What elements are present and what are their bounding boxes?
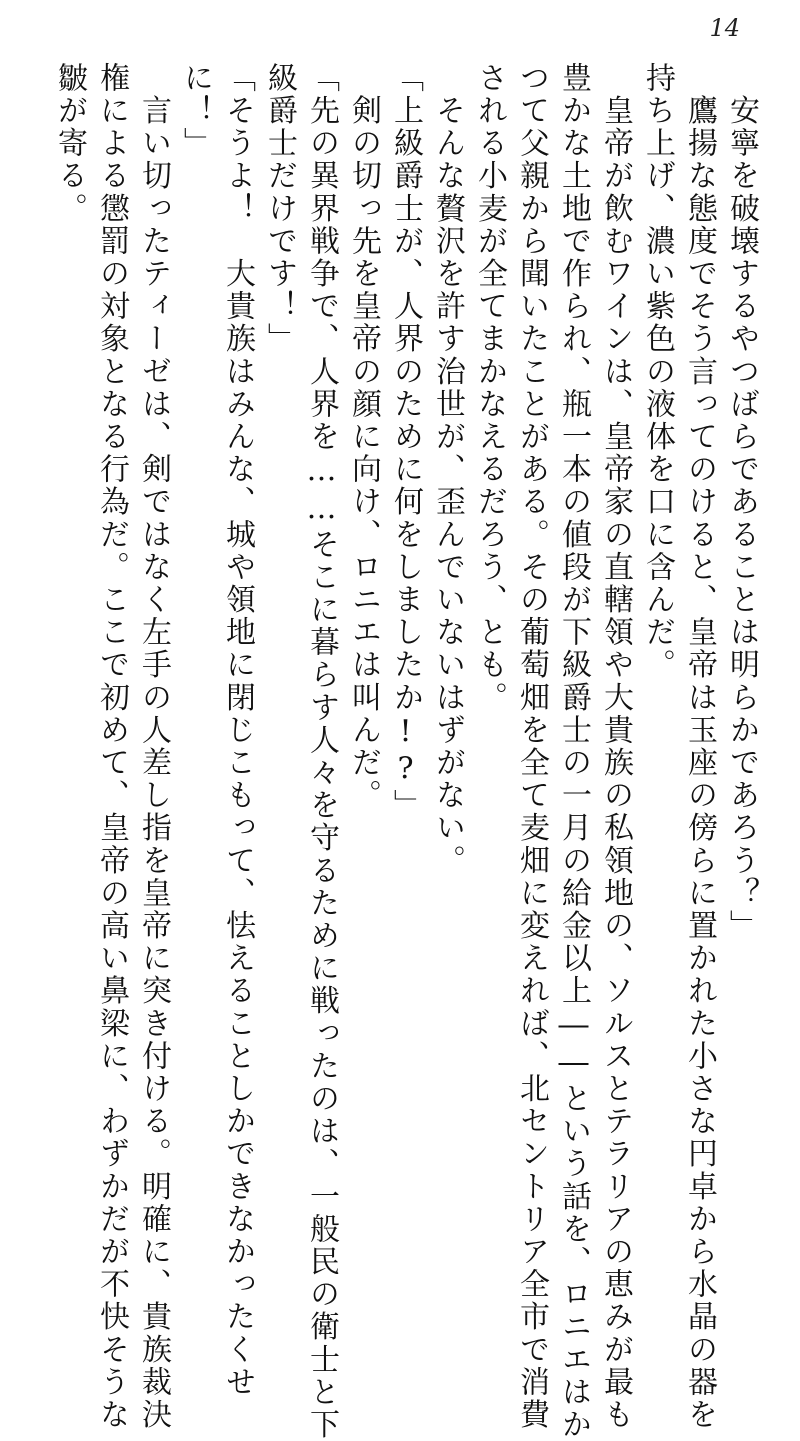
text-line: に！」 xyxy=(178,62,213,160)
text-line: 持ち上げ、濃い紫色の液体を口に含んだ。 xyxy=(640,62,675,682)
text-line: 鷹揚な態度でそう言ってのけると、皇帝は玉座の傍らに置かれた小さな円卓から水晶の器を xyxy=(682,62,717,1432)
text-line: 「上級爵士が、人界のために何をしましたか!?」 xyxy=(388,62,423,822)
text-line: 皺が寄る。 xyxy=(52,62,87,225)
text-line: 剣の切っ先を皇帝の顔に向け、ロニエは叫んだ。 xyxy=(346,62,381,812)
text-line: 安寧を破壊するやつばらであることは明らかであろう？」 xyxy=(724,62,759,943)
text-line: 「先の異界戦争で、人界を……そこに暮らす人々を守るために戦ったのは、一般民の衛士と下 xyxy=(304,62,339,1441)
text-line: 皇帝が飲むワインは、皇帝家の直轄領や大貴族の私領地の、ソルスとテラリアの恵みが最も xyxy=(598,62,633,1432)
text-line: される小麦が全てまかなえるだろう、とも。 xyxy=(472,62,507,714)
text-line: 言い切ったティーゼは、剣ではなく左手の人差し指を皇帝に突き付ける。明確に、貴族裁決 xyxy=(136,62,171,1432)
text-line: 権による懲罰の対象となる行為だ。ここで初めて、皇帝の高い鼻梁に、わずかだが不快そうな xyxy=(94,62,129,1432)
page-number: 14 xyxy=(709,14,740,42)
text-line: つて父親から聞いたことがある。その葡萄畑を全て麦畑に変えれば、北セントリア全市で消費 xyxy=(514,62,549,1432)
text-line: 級爵士だけです！」 xyxy=(262,62,297,356)
text-line: 豊かな土地で作られ、瓶一本の値段が下級爵士の一月の給金以上――という話を、ロニエはか xyxy=(556,62,591,1441)
text-line: そんな贅沢を許す治世が、歪んでいないはずがない。 xyxy=(430,62,465,877)
text-line: 「そうよ！ 大貴族はみんな、城や領地に閉じこもって、怯えることしかできなかったくせ xyxy=(220,62,255,1399)
